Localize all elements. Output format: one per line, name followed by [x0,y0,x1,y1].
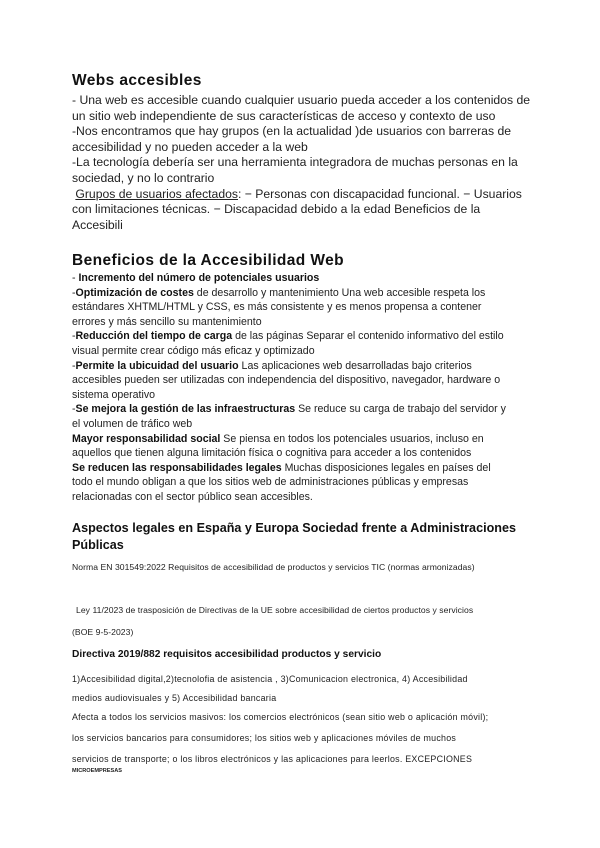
groups-text: : − Personas con discapacidad funcional. − Usuarios [238,186,522,201]
text-line: visual permite crear código más eficaz y optimizado [72,344,315,357]
text-line: accesibles pueden ser utilizadas con independencia del dispositivo, navegador, hardware o [72,374,501,387]
groups-line [72,187,532,203]
benefit-item [72,359,532,374]
bullet-prefix: - [72,286,76,299]
text-line: accesibilidad y no pueden acceder a la web [72,139,308,154]
benefit-item [72,271,532,286]
text-line: Afecta a todos los servicios masivos: los comercios electrónicos (sean sitio web o aplicación móvil); [72,712,489,722]
benefit-text: Muchas disposiciones legales en países del [281,461,491,474]
text-line: aquellos que tienen alguna limitación física o cognitiva para acceder a los contenidos [72,447,472,460]
benefit-text: de las páginas Separar el contenido informativo del estilo [232,330,504,343]
benefit-item [72,402,532,417]
bullet-prefix: - [72,403,76,416]
benefit-text: Las aplicaciones web desarrolladas bajo criterios [238,359,472,372]
benefit-heading: Incremento del número de potenciales usuarios [78,272,320,284]
section-title-beneficios: Beneficios de la Accesibilidad Web [72,252,345,269]
benefit-item [72,329,532,344]
text-line: Accesibili [72,217,123,232]
bullet-prefix: - [72,330,76,343]
text-line: un sitio web independiente de sus características de acceso y contexto de uso [72,108,496,123]
text-line: medios audiovisuales y 5) Accesibilidad bancaria [72,693,277,703]
directiva-text [72,674,488,770]
bullet-prefix: - [72,272,79,284]
groups-label: Grupos de usuarios afectados [75,186,238,201]
text-line: servicios de transporte; o los libros electrónicos y las aplicaciones para leerlos. EXCEPCIONES [72,754,473,764]
directiva-heading: Directiva 2019/882 requisitos accesibilidad productos y servicio [72,649,382,660]
benefit-text: Se piensa en todos los potenciales usuarios, incluso en [220,432,484,445]
benefit-heading: Permite la ubicuidad del usuario [75,359,239,372]
benefit-text: de desarrollo y mantenimiento Una web accesible respeta los [193,286,486,299]
benefit-text: Se reduce su carga de trabajo del servidor y [295,403,506,416]
text-line: todo el mundo obligan a que los sitios web de administraciones públicas y empresas [72,476,469,489]
microempresas-text: MICROEMPRESAS [72,768,123,774]
text-line: relacionadas con el sector público sean accesibles. [72,490,313,503]
benefit-heading: Optimización de costes [75,286,194,299]
beneficios-list [72,271,532,505]
text-line: sociedad, y no lo contrario [72,170,215,185]
benefit-heading: Se mejora la gestión de las infraestructuras [75,403,296,416]
text-line: sistema operativo [72,388,156,401]
benefit-heading: Reducción del tiempo de carga [75,330,233,343]
ley-text: Ley 11/2023 de trasposición de Directivas de la UE sobre accesibilidad de ciertos productos y servicios [76,605,474,615]
text-line: errores y más sencillo su mantenimiento [72,315,262,328]
title-line: Públicas [72,538,124,552]
benefit-item [72,286,532,301]
text-line: 1)Accesibilidad digital,2)tecnolofia de asistencia , 3)Comunicacion electronica, 4) Accesibilidad [72,674,468,684]
benefit-heading: Se reducen las responsabilidades legales [72,461,282,474]
text-line: los servicios bancarios para consumidores; los sitios web y aplicaciones móviles de muchos [72,733,457,743]
norma-en-text: Norma EN 301549:2022 Requisitos de accesibilidad de productos y servicios TIC (normas armonizadas) [72,562,475,572]
benefit-item [72,432,532,447]
boe-text: (BOE 9-5-2023) [72,627,134,637]
section-title-webs-accesibles: Webs accesibles [72,72,202,89]
text-line: el volumen de tráfico web [72,417,193,430]
text-line: con limitaciones técnicas. − Discapacidad debido a la edad Beneficios de la [72,202,481,217]
webs-accesibles-paragraph [72,93,532,233]
section-title-aspectos-legales [72,520,516,554]
benefit-heading: Mayor responsabilidad social [72,432,221,445]
bullet-prefix: - [72,359,76,372]
title-line: Aspectos legales en España y Europa Sociedad frente a Administraciones [72,521,516,535]
text-line: -Nos encontramos que hay grupos (en la actualidad )de usuarios con barreras de [72,124,511,139]
text-line: - Una web es accesible cuando cualquier usuario pueda acceder a los contenidos de [72,93,531,107]
benefit-item [72,461,532,476]
text-line: estándares XHTML/HTML y CSS, es más consistente y es menos propensa a contener [72,301,482,314]
text-line: -La tecnología debería ser una herramienta integradora de muchas personas en la [72,155,518,170]
